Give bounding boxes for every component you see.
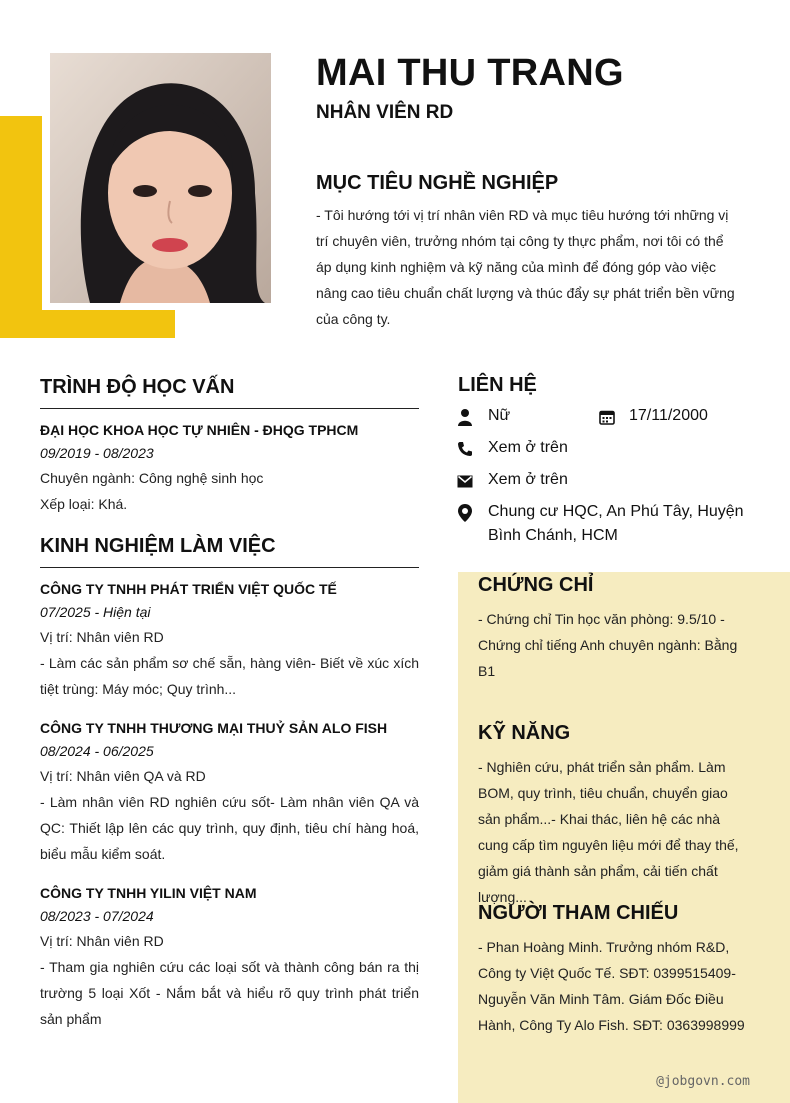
calendar-icon [598,408,616,426]
objective-text: - Tôi hướng tới vị trí nhân viên RD và mục tiêu hướng tới những vị trí chuyên viên, trưởng nhóm tại công ty thực phẩm, nơi tôi có thể áp dụng kinh nghiệm và kỹ năng của mình để đóng góp vào việc nâng cao tiêu chuẩn chất lượng và thúc đẩy sự phát triển bền vững của công ty. [316,207,735,327]
profile-photo [50,53,271,303]
experience-role: Vị trí: Nhân viên RD [40,933,164,949]
contact-phone: Xem ở trên [488,439,568,456]
candidate-position: NHÂN VIÊN RD [316,102,454,123]
contact-title: LIÊN HỆ [458,374,537,396]
skills-title: KỸ NĂNG [478,722,571,744]
phone-icon [456,440,474,458]
experience-role: Vị trí: Nhân viên RD [40,629,164,645]
accent-bar-horizontal [0,310,175,338]
experience-role: Vị trí: Nhân viên QA và RD [40,768,206,784]
location-pin-icon [456,504,474,522]
contact-gender: Nữ [488,407,511,424]
education-dates: 09/2019 - 08/2023 [40,445,154,461]
experience-title: KINH NGHIỆM LÀM VIỆC [40,535,276,557]
watermark: @jobgovn.com [656,1074,750,1089]
certificates-title: CHỨNG CHỈ [478,574,594,596]
candidate-name: MAI THU TRANG [316,52,624,94]
contact-email: Xem ở trên [488,471,568,488]
accent-bar-vertical [0,116,42,338]
contact-dob: 17/11/2000 [629,407,708,424]
education-title: TRÌNH ĐỘ HỌC VẤN [40,376,235,398]
experience-description: - Làm nhân viên RD nghiên cứu sốt- Làm nhân viên QA và QC: Thiết lập lên các quy trình, quy định, tiêu chí hàng hoá, biểu mẫu kiểm soát. [40,794,419,862]
references-title: NGƯỜI THAM CHIẾU [478,902,679,924]
person-icon [456,408,474,426]
education-school: ĐẠI HỌC KHOA HỌC TỰ NHIÊN - ĐHQG TPHCM [40,422,359,438]
education-divider [40,408,419,409]
contact-address: Chung cư HQC, An Phú Tây, Huyện Bình Chánh, HCM [488,503,744,544]
experience-description: - Tham gia nghiên cứu các loại sốt và thành công bán ra thị trường 5 loại Xốt - Nắm bắt và hiểu rõ quy trình phát triển sản phẩm [40,959,419,1027]
experience-dates: 07/2025 - Hiện tại [40,604,151,620]
certificates-text: - Chứng chỉ Tin học văn phòng: 9.5/10 - Chứng chỉ tiếng Anh chuyên ngành: Bằng B1 [478,611,738,679]
education-grade: Xếp loại: Khá. [40,496,128,512]
references-text: - Phan Hoàng Minh. Trưởng nhóm R&D, Công ty Việt Quốc Tế. SĐT: 0399515409- Nguyễn Văn Minh Tâm. Giám Đốc Điều Hành, Công Ty Alo Fish. SĐT: 0363998999 [478,939,745,1033]
education-major: Chuyên ngành: Công nghệ sinh học [40,470,264,486]
experience-dates: 08/2024 - 06/2025 [40,743,154,759]
experience-divider [40,567,419,568]
mail-icon [456,472,474,490]
objective-title: MỤC TIÊU NGHỀ NGHIỆP [316,172,559,194]
skills-text: - Nghiên cứu, phát triển sản phẩm. Làm BOM, quy trình, tiêu chuẩn, chuyển giao sản phẩm...- Khai thác, liên hệ các nhà cung cấp tìm nguyên liệu mới để thay thế, giảm giá thành sản phẩm, cải tiến chất lượng... [478,759,739,905]
experience-company: CÔNG TY TNHH PHÁT TRIỂN VIỆT QUỐC TẾ [40,581,337,597]
experience-company: CÔNG TY TNHH THƯƠNG MẠI THUỶ SẢN ALO FISH [40,720,388,736]
experience-company: CÔNG TY TNHH YILIN VIỆT NAM [40,885,257,901]
experience-dates: 08/2023 - 07/2024 [40,908,154,924]
experience-description: - Làm các sản phẩm sơ chế sẵn, hàng viên- Biết về xúc xích tiệt trùng: Máy móc; Quy trình... [40,655,419,697]
